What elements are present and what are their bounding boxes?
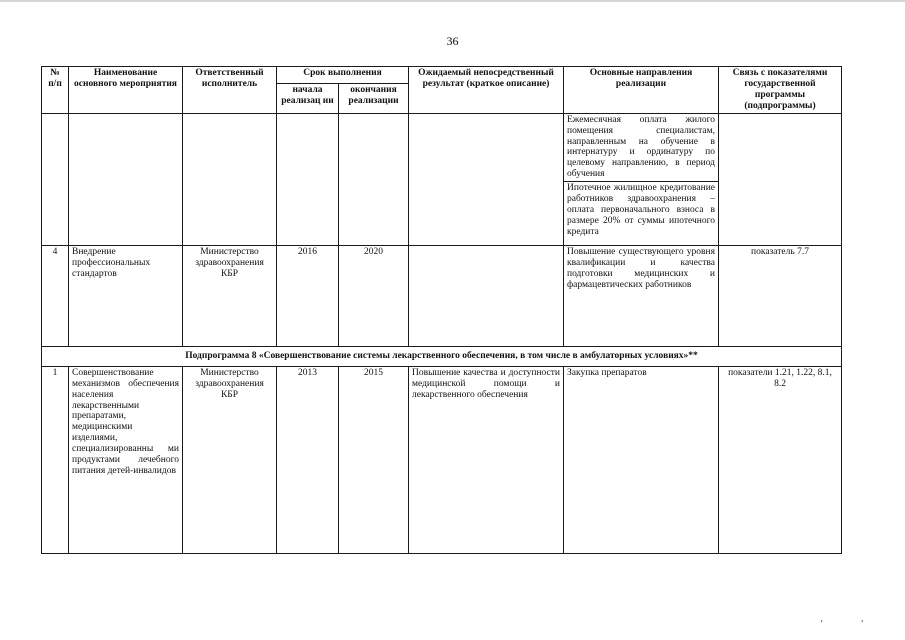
cell-result: Повышение качества и доступности медицинской помощи и лекарственного обеспечения (409, 366, 564, 553)
subprogram-title: Подпрограмма 8 «Совершенствование системы лекарственного обеспечения, в том числе в амбулаторных условиях»** (42, 346, 842, 366)
cell-num: 4 (42, 245, 69, 346)
header-row (42, 67, 842, 84)
header-term-start: начала реализац ии (277, 83, 339, 113)
bottom-marks: ' ' (820, 619, 881, 630)
cell-empty (409, 113, 564, 245)
measures-table (41, 66, 842, 554)
header-num: № п/п (42, 67, 69, 114)
header-term: Срок выполнения (277, 67, 409, 84)
cell-empty (183, 113, 277, 245)
cell-name: Внедрение профессиональных стандартов (69, 245, 183, 346)
cell-start: 2016 (277, 245, 339, 346)
cell-executor: Министерство здравоохранения КБР (183, 245, 277, 346)
cell-empty (69, 113, 183, 245)
header-term-end: окончания реализации (339, 83, 409, 113)
cell-num: 1 (42, 366, 69, 553)
table-row-continuation (42, 113, 842, 245)
cell-end: 2020 (339, 245, 409, 346)
cell-result (409, 245, 564, 346)
header-directions: Основные направления реализации (564, 67, 719, 114)
table-row (42, 245, 842, 346)
subprogram-row (42, 346, 842, 366)
cell-direction: Повышение существующего уровня квалификации и качества подготовки медицинских и фармацевтических работников (564, 245, 719, 346)
header-link: Связь с показателями государственной программы (подпрограммы) (719, 67, 842, 114)
page-number: 36 (446, 34, 459, 48)
cell-executor: Министерство здравоохранения КБР (183, 366, 277, 553)
scan-top-edge (0, 0, 905, 2)
cell-empty (277, 113, 339, 245)
direction-mortgage: Ипотечное жилищное кредитование работников здравоохранения – оплата первоначального взноса в размере 20% от суммы ипотечного кредита (564, 181, 718, 238)
header-executor: Ответственный исполнитель (183, 67, 277, 114)
cell-directions (564, 113, 719, 245)
header-result: Ожидаемый непосредственный результат (краткое описание) (409, 67, 564, 114)
table-row (42, 366, 842, 553)
cell-empty (719, 113, 842, 245)
cell-empty (42, 113, 69, 245)
cell-end: 2015 (339, 366, 409, 553)
cell-empty (339, 113, 409, 245)
cell-link: показатель 7.7 (719, 245, 842, 346)
direction-housing-payment: Ежемесячная оплата жилого помещения специалистам, направленным на обучение в интернатуру и ординатуру по целевому направлению, в период обучения (567, 114, 715, 180)
cell-start: 2013 (277, 366, 339, 553)
cell-link: показатели 1.21, 1.22, 8.1, 8.2 (719, 366, 842, 553)
cell-name: Совершенствование механизмов обеспечения населения лекарственными препаратами, медицинскими изделиями, специализированны ми продуктами лечебного питания детей-инвалидов (69, 366, 183, 553)
cell-direction: Закупка препаратов (564, 366, 719, 553)
header-name: Наименование основного мероприятия (69, 67, 183, 114)
